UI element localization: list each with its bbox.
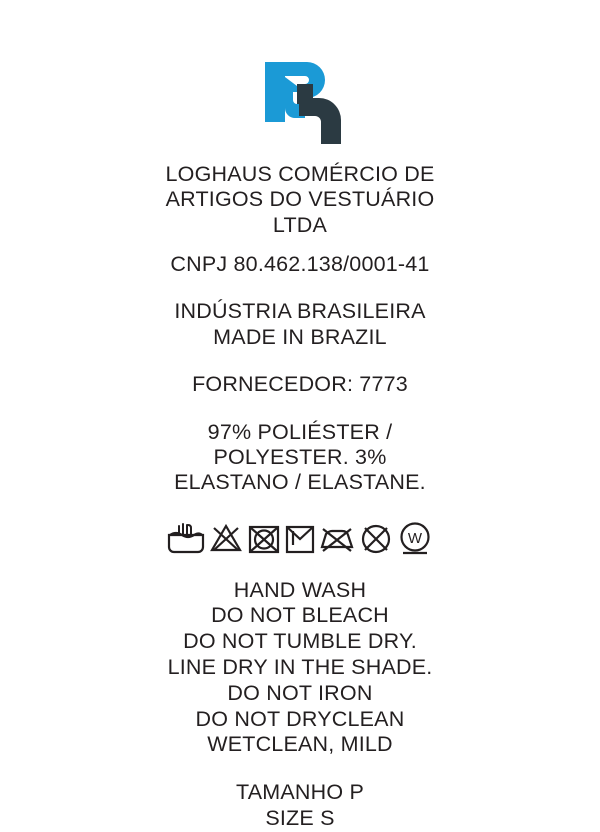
care-line-1: HAND WASH	[233, 577, 367, 602]
care-line-6: DO NOT DRYCLEAN	[195, 706, 405, 731]
do-not-bleach-symbol	[208, 521, 244, 557]
care-line-3: DO NOT TUMBLE DRY.	[183, 629, 417, 654]
origin-block	[174, 299, 425, 350]
company-name-line-2: ARTIGOS DO VESTUÁRIO	[165, 187, 435, 212]
do-not-iron-symbol	[318, 521, 356, 557]
company-cnpj: CNPJ 80.462.138/0001-41	[170, 252, 430, 277]
care-instructions	[168, 578, 433, 759]
composition-line-3: ELASTANO / ELASTANE.	[174, 470, 426, 495]
company-name	[165, 162, 434, 238]
size-line-en: SIZE S	[265, 805, 335, 830]
wetclean-mild-symbol	[396, 520, 434, 558]
composition-line-1: 97% POLIÉSTER /	[207, 419, 393, 444]
care-line-5: DO NOT IRON	[227, 680, 373, 705]
line-dry-in-shade-symbol	[284, 521, 316, 557]
origin-line-en: MADE IN BRAZIL	[213, 324, 387, 349]
origin-line-pt: INDÚSTRIA BRASILEIRA	[174, 299, 426, 324]
composition-line-2: POLYESTER. 3%	[213, 444, 387, 469]
company-name-line-3: LTDA	[272, 212, 328, 237]
care-line-7: WETCLEAN, MILD	[207, 732, 393, 757]
supplier-code: FORNECEDOR: 7773	[192, 372, 408, 397]
care-symbols-row	[166, 520, 434, 558]
size-line-pt: TAMANHO P	[235, 780, 365, 805]
hand-wash-symbol	[166, 521, 206, 557]
do-not-dryclean-symbol	[358, 521, 394, 557]
care-line-2: DO NOT BLEACH	[211, 603, 389, 628]
size-block	[236, 780, 364, 832]
care-line-4: LINE DRY IN THE SHADE.	[167, 654, 433, 679]
loghaus-logo	[259, 58, 341, 148]
do-not-tumble-dry-symbol	[246, 521, 282, 557]
company-name-line-1: LOGHAUS COMÉRCIO DE	[165, 162, 435, 186]
fabric-composition	[174, 420, 426, 496]
svg-text:W: W	[407, 529, 423, 547]
